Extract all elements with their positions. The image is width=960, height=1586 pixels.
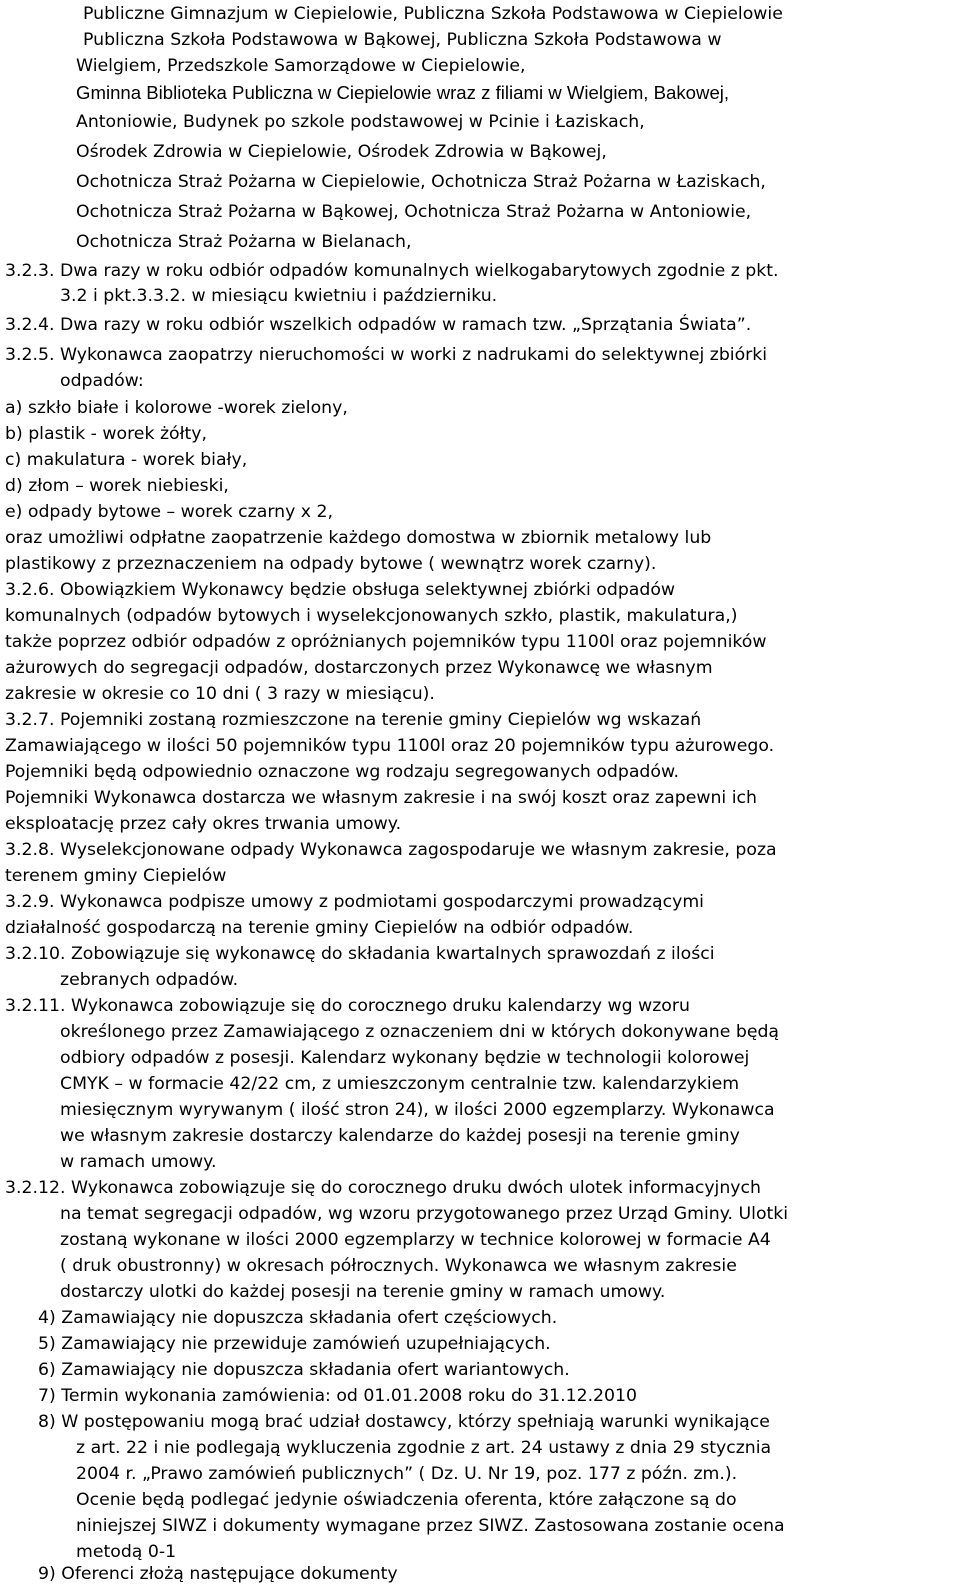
text-line: zebranych odpadów.	[60, 970, 239, 990]
text-line: 2004 r. „Prawo zamówień publicznych” ( Dz. U. Nr 19, poz. 177 z późn. zm.).	[76, 1464, 738, 1484]
text-line: Ocenie będą podlegać jedynie oświadczenia oferenta, które załączone są do	[76, 1490, 737, 1510]
text-line: c) makulatura - worek biały,	[5, 450, 248, 470]
text-line: e) odpady bytowe – worek czarny x 2,	[5, 502, 334, 522]
text-line: we własnym zakresie dostarczy kalendarze do każdej posesji na terenie gminy	[60, 1126, 740, 1146]
text-line: działalność gospodarczą na terenie gminy Ciepielów na odbiór odpadów.	[5, 918, 634, 938]
text-line: 5) Zamawiający nie przewiduje zamówień uzupełniających.	[38, 1334, 551, 1354]
text-line: 3.2.10. Zobowiązuje się wykonawcę do składania kwartalnych sprawozdań z ilości	[5, 944, 715, 964]
text-line: 3.2.4. Dwa razy w roku odbiór wszelkich odpadów w ramach tzw. „Sprzątania Świata”.	[5, 315, 752, 335]
text-line: 6) Zamawiający nie dopuszcza składania ofert wariantowych.	[38, 1360, 570, 1380]
text-line: metodą 0-1	[76, 1542, 177, 1562]
text-line: odbiory odpadów z posesji. Kalendarz wykonany będzie w technologii kolorowej	[60, 1048, 750, 1068]
text-line: 3.2.12. Wykonawca zobowiązuje się do corocznego druku dwóch ulotek informacyjnych	[5, 1178, 761, 1198]
text-line: 3.2.11. Wykonawca zobowiązuje się do corocznego druku kalendarzy wg wzoru	[5, 996, 690, 1016]
text-line: komunalnych (odpadów bytowych i wyselekcjonowanych szkło, plastik, makulatura,)	[5, 606, 738, 626]
text-line: zostaną wykonane w ilości 2000 egzemplarzy w technice kolorowej w formacie A4	[60, 1230, 771, 1250]
text-line: CMYK – w formacie 42/22 cm, z umieszczonym centralnie tzw. kalendarzykiem	[60, 1074, 740, 1094]
text-line: określonego przez Zamawiającego z oznaczeniem dni w których dokonywane będą	[60, 1022, 780, 1042]
text-line: 3.2 i pkt.3.3.2. w miesiącu kwietniu i październiku.	[60, 286, 498, 306]
text-line: niniejszej SIWZ i dokumenty wymagane przez SIWZ. Zastosowana zostanie ocena	[76, 1516, 785, 1536]
text-line: 3.2.8. Wyselekcjonowane odpady Wykonawca zagospodaruje we własnym zakresie, poza	[5, 840, 777, 860]
text-line: Publiczna Szkoła Podstawowa w Bąkowej, Publiczna Szkoła Podstawowa w	[83, 30, 722, 50]
text-line: Zamawiającego w ilości 50 pojemników typu 1100l oraz 20 pojemników typu ażurowego.	[5, 736, 775, 756]
text-line: eksploatację przez cały okres trwania umowy.	[5, 814, 402, 834]
text-line: 3.2.9. Wykonawca podpisze umowy z podmiotami gospodarczymi prowadzącymi	[5, 892, 704, 912]
text-line: Ochotnicza Straż Pożarna w Ciepielowie, Ochotnicza Straż Pożarna w Łaziskach,	[76, 172, 766, 192]
text-line: Pojemniki będą odpowiednio oznaczone wg rodzaju segregowanych odpadów.	[5, 762, 680, 782]
text-line: 3.2.7. Pojemniki zostaną rozmieszczone na terenie gminy Ciepielów wg wskazań	[5, 710, 702, 730]
text-line: plastikowy z przeznaczeniem na odpady bytowe ( wewnątrz worek czarny).	[5, 554, 657, 574]
text-line: 3.2.3. Dwa razy w roku odbiór odpadów komunalnych wielkogabarytowych zgodnie z pkt.	[5, 261, 779, 281]
text-line: ażurowych do segregacji odpadów, dostarczonych przez Wykonawcę we własnym	[5, 658, 713, 678]
text-line: 4) Zamawiający nie dopuszcza składania ofert częściowych.	[38, 1308, 558, 1328]
text-line: 3.2.5. Wykonawca zaopatrzy nieruchomości w worki z nadrukami do selektywnej zbiórki	[5, 345, 768, 365]
text-line: Wielgiem, Przedszkole Samorządowe w Ciepielowie,	[76, 56, 526, 76]
text-line: terenem gminy Ciepielów	[5, 866, 227, 886]
text-line: Ochotnicza Straż Pożarna w Bielanach,	[76, 232, 412, 252]
text-line: 7) Termin wykonania zamówienia: od 01.01.2008 roku do 31.12.2010	[38, 1386, 638, 1406]
text-line: 3.2.6. Obowiązkiem Wykonawcy będzie obsługa selektywnej zbiórki odpadów	[5, 580, 676, 600]
text-line: na temat segregacji odpadów, wg wzoru przygotowanego przez Urząd Gminy. Ulotki	[60, 1204, 789, 1224]
text-line: dostarczy ulotki do każdej posesji na terenie gminy w ramach umowy.	[60, 1282, 666, 1302]
text-line: d) złom – worek niebieski,	[5, 476, 229, 496]
text-line: odpadów:	[60, 371, 144, 391]
text-line: oraz umożliwi odpłatne zaopatrzenie każdego domostwa w zbiornik metalowy lub	[5, 528, 712, 548]
text-line: zakresie w okresie co 10 dni ( 3 razy w miesiącu).	[5, 684, 435, 704]
text-line: 9) Oferenci złożą następujące dokumenty	[38, 1564, 398, 1584]
text-line: Ochotnicza Straż Pożarna w Bąkowej, Ochotnicza Straż Pożarna w Antoniowie,	[76, 202, 752, 222]
text-line: miesięcznym wyrywanym ( ilość stron 24), w ilości 2000 egzemplarzy. Wykonawca	[60, 1100, 775, 1120]
text-line: 8) W postępowaniu mogą brać udział dostawcy, którzy spełniają warunki wynikające	[38, 1412, 770, 1432]
text-line: a) szkło białe i kolorowe -worek zielony,	[5, 398, 348, 418]
text-line: ( druk obustronny) w okresach półrocznych. Wykonawca we własnym zakresie	[60, 1256, 737, 1276]
text-line: Pojemniki Wykonawca dostarcza we własnym zakresie i na swój koszt oraz zapewni ich	[5, 788, 757, 808]
text-line: Publiczne Gimnazjum w Ciepielowie, Publiczna Szkoła Podstawowa w Ciepielowie	[83, 4, 783, 24]
text-line: Gminna Biblioteka Publiczna w Ciepielowie wraz z filiami w Wielgiem, Bakowej,	[76, 82, 730, 103]
text-line: Antoniowie, Budynek po szkole podstawowej w Pcinie i Łaziskach,	[76, 112, 645, 132]
text-line: w ramach umowy.	[60, 1152, 217, 1172]
text-line: z art. 22 i nie podlegają wykluczenia zgodnie z art. 24 ustawy z dnia 29 stycznia	[76, 1438, 772, 1458]
text-line: Ośrodek Zdrowia w Ciepielowie, Ośrodek Zdrowia w Bąkowej,	[76, 142, 607, 162]
text-line: b) plastik - worek żółty,	[5, 424, 207, 444]
text-line: także poprzez odbiór odpadów z opróżnianych pojemników typu 1100l oraz pojemników	[5, 632, 767, 652]
